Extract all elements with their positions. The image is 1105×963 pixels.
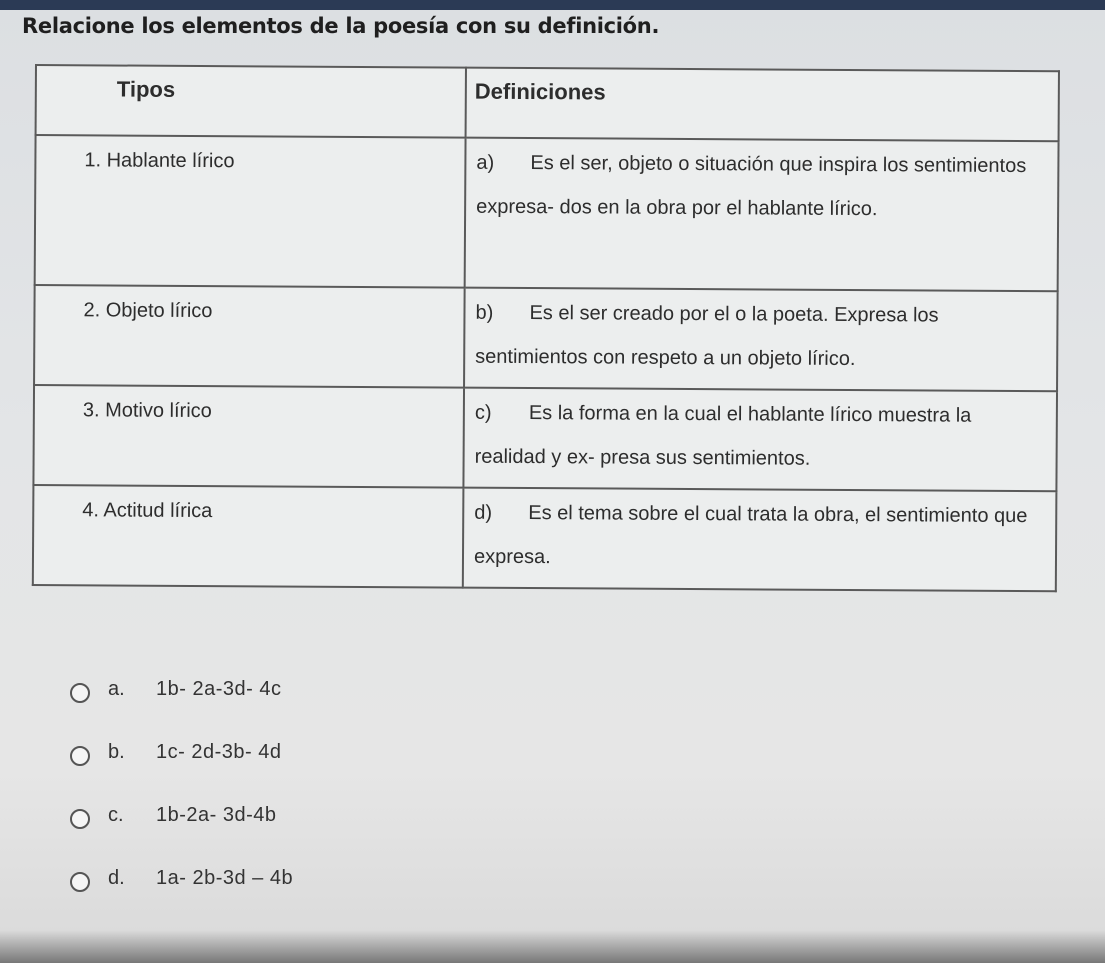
definition-cell: [465, 138, 1059, 292]
table-row: [33, 485, 1057, 591]
definition-text: Es la forma en la cual el hablante lírico muestra la realidad y ex- presa sus sentimientos.: [474, 402, 972, 470]
table-row: [33, 385, 1057, 491]
radio-button[interactable]: [70, 809, 90, 829]
definition-text: Es el ser, objeto o situación que inspira los sentimientos expresa- dos en la obra por el hablante lírico.: [476, 152, 1027, 221]
definition-letter: c): [474, 401, 492, 424]
answer-options: [70, 678, 293, 930]
option-text[interactable]: 1b-2a- 3d-4b: [156, 804, 277, 826]
option-letter: a.: [108, 678, 125, 700]
radio-button[interactable]: [70, 872, 90, 892]
table-row: [35, 135, 1059, 291]
definition-letter: a): [476, 151, 495, 174]
option-text[interactable]: 1b- 2a-3d- 4c: [156, 678, 282, 700]
definition-text: Es el ser creado por el o la poeta. Expresa los sentimientos con respeto a un objeto lírico.: [475, 302, 939, 371]
window-top-bar: [0, 0, 1105, 10]
definition-letter: d): [474, 501, 493, 524]
option-b[interactable]: [70, 741, 293, 804]
definition-text: Es el tema sobre el cual trata la obra, el sentimiento que expresa.: [473, 502, 1028, 569]
header-definiciones: Definiciones: [466, 68, 1059, 142]
option-letter: c.: [108, 804, 124, 826]
option-text[interactable]: 1a- 2b-3d – 4b: [156, 867, 294, 889]
matching-table: [32, 64, 1060, 592]
option-letter: b.: [108, 741, 125, 763]
screen-bottom-edge: [0, 930, 1105, 963]
tipo-cell: 2. Objeto lírico: [34, 285, 465, 388]
definition-cell: [464, 288, 1058, 392]
table-row: [34, 285, 1058, 391]
option-d[interactable]: [70, 867, 293, 930]
definition-cell: [463, 388, 1057, 492]
question-title: Relacione los elementos de la poesía con su definición.: [22, 14, 660, 38]
table-header-row: [36, 65, 1059, 141]
option-c[interactable]: [70, 804, 293, 867]
radio-button[interactable]: [70, 683, 90, 703]
option-letter: d.: [108, 867, 125, 889]
header-tipos: Tipos: [36, 65, 466, 138]
tipo-cell: 4. Actitud lírica: [33, 485, 464, 588]
option-a[interactable]: [70, 678, 293, 741]
radio-button[interactable]: [70, 746, 90, 766]
definition-cell: [463, 488, 1057, 592]
definition-letter: b): [475, 301, 494, 324]
tipo-cell: 3. Motivo lírico: [33, 385, 464, 488]
option-text[interactable]: 1c- 2d-3b- 4d: [156, 741, 282, 763]
tipo-cell: 1. Hablante lírico: [35, 135, 466, 288]
